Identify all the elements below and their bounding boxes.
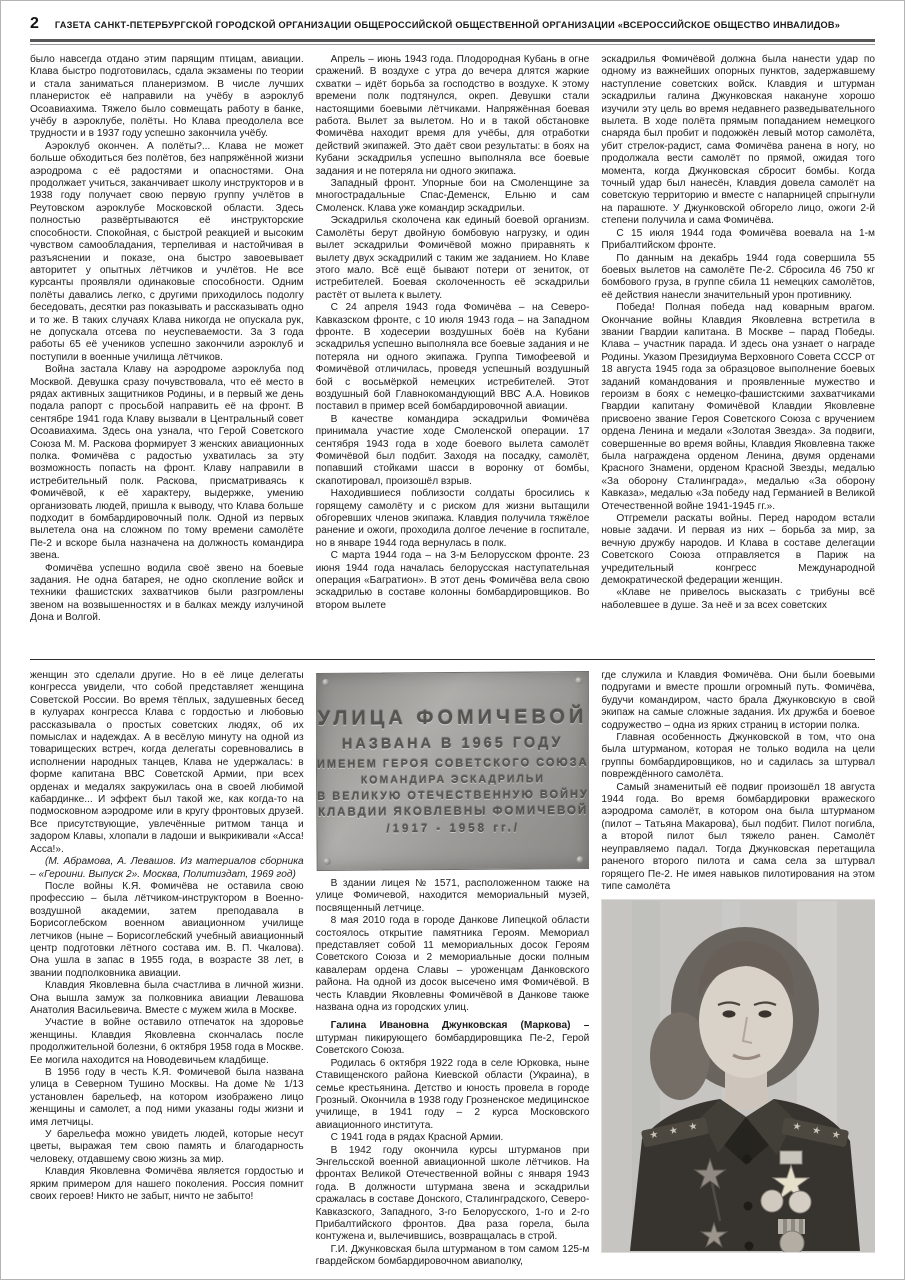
top-column-2 bbox=[316, 54, 590, 655]
paragraph: Родилась 6 октября 1922 года в селе Юрковка, ныне Ставищенского района Киевской области (Украина), в семье крестьянина. Детство и юность провела в городе Грозный. Окончила в 1938 году Грозненское медицинское училище, в 1941 году – 2 курса Московского авиационного института. bbox=[315, 1057, 590, 1131]
paragraph: «Клаве не привелось высказать с трибуны всё наболевшее в душе. За неё и за всех советских bbox=[601, 587, 875, 611]
top-column-1 bbox=[30, 54, 304, 655]
paragraph: Самый знаменитый её подвиг произошёл 18 августа 1944 года. Во время бомбардировки вражеского аэродрома самолёт, в котором она была штурманом (пилот – Татьяна Макарова), был подбит. Пилот погибла, а второй пилот был тяжело ранен. Самолёт неуправляемо падал. Тогда Джунковская перетащила раненого второго пилота и сама села за штурвал горящего Пе-2. Не имея навыков пилотирования на этом типе самолёта bbox=[601, 781, 875, 892]
paragraph: Находившиеся поблизости солдаты бросились к горящему самолёту и с риском для жизни вытащили обгоревших членов экипажа. Клавдия получила тяжёлое ранение и ожоги, проходила долгое лечение в госпитале, но в январе 1944 года вернулась в полк. bbox=[315, 488, 590, 549]
paragraph: У барельефа можно увидеть людей, которые несут цветы, выражая тем свою память и благодарность человеку, отдавшему свою жизнь за мир. bbox=[30, 1129, 304, 1165]
bottom-column-3 bbox=[601, 670, 875, 1280]
plaque-caption-text bbox=[316, 878, 590, 1014]
plaque-line: ИМЕНЕМ ГЕРОЯ СОВЕТСКОГО СОЮЗА bbox=[316, 757, 589, 771]
paragraph: Г.И. Джунковская была штурманом в том самом 125-м гвардейском бомбардировочном авиаполку, bbox=[315, 1243, 590, 1268]
paragraph: 8 мая 2010 года в городе Данкове Липецкой области состоялось открытие памятника Героям. Мемориал представляет собой 11 мемориальных досок Героям Советского Союза и 2 мемориальные доски полным кавалерам ордена Славы – уроженцам Данковского района. На одной из досок высечено имя Фомичёвой. В честь Клавдии Яковлевны Фомичёвой в Данкове также названа одна из городских улиц. bbox=[315, 915, 590, 1014]
paragraph: С 1941 года в рядах Красной Армии. bbox=[330, 1132, 504, 1144]
paragraph: эскадрилья Фомичёвой должна была нанести удар по одному из важнейших опорных пунктов, задержавшему наступление советских войск. Клавдия и штурман эскадрильи галина Джунковская накануне хорошо изучили эту цель во время недавнего разведывательного вылета. В ходе полёта прямым попаданием немецкого снаряда был пробит и подожжён левый мотор самолёта, убит стрелок-радист, сама Фомичёва ранена в ногу, но продолжала вести самолёт по прямой, ожидая того момента, когда Джунковская сбросит бомбы. Когда точный удар был нанесён, Клавдия довела самолёт на советскую территорию и вместе с напарницей спрыгнули на парашюте. У Джунковской обгорело лицо, ожоги 2-й степени получила и сама Фомичёва. bbox=[601, 54, 875, 227]
paragraph: Аэроклуб окончен. А полёты?... Клава не может больше обходиться без полётов, без напряжённой жизни аэродрома с её радостями и опасностями. Она продолжает учиться, заканчивает школу инструкторов и в 1938 году получает свою первую группу учлётов в Реутовском аэроклубе Московской области. Здесь полностью развёртываются её инструкторские способности. Спокойная, с быстрой реакцией и высоким чувством самообладания, терпеливая и настойчивая в разъяснении и показе, она быстро завоевывает авторитет у опытных лётчиков и учлётов. Не все курсанты проявляли одинаковые способности. Одним полёты давались легко, с другими приходилось подолгу беседовать, десятки раз показывать и рассказывать одно и то же. В таких случаях Клава никогда не опускала рук, не допускала отсева по неуспеваемости. За 3 года работы 65 её учеников успешно закончили аэроклуб и поступили в военные училища лётчиков. bbox=[30, 140, 304, 363]
paragraph: Отгремели раскаты войны. Перед народом встали новые задачи. И первая из них – борьба за мир, за вечную дружбу народов. И Клава в составе делегации Советского Союза отправляется в Париж на учредительный конгресс Международной демократической федерации женщин. bbox=[601, 513, 875, 587]
plaque-line: УЛИЦА ФОМИЧЕВОЙ bbox=[317, 706, 588, 730]
paragraph: было навсегда отдано этим парящим птицам, авиации. Клава быстро подготовилась, сдала экзамены по теории и стала заниматься планеризмом. В числе лучших планеристок её направили на учёбу в аэроклуб Осоавиахима. Тяжело было совмещать работу в банке, учёбу в аэроклубе, полёты. Но Клава преодолела все трудности и в 1937 году успешно закончила учёбу. bbox=[30, 54, 304, 140]
paragraph: С марта 1944 года – на 3-м Белорусском фронте. 23 июня 1944 года началась белорусская наступательная операция «Багратион». В этот день Фомичёва вела свою эскадрилью в составе колонны бомбардировщиков. Во втором вылете bbox=[315, 550, 590, 611]
page-number: 2 bbox=[30, 15, 39, 32]
order-medal-icon bbox=[761, 1190, 783, 1212]
portrait-photo bbox=[601, 899, 875, 1253]
bottom-section bbox=[30, 660, 875, 1280]
paragraph: (М. Абрамова, А. Левашов. Из материалов сборника – «Героини. Выпуск 2». Москва, Политиздат, 1969 год) bbox=[30, 856, 304, 880]
masthead-title: ГАЗЕТА САНКТ-ПЕТЕРБУРГСКОЙ ГОРОДСКОЙ ОРГАНИЗАЦИИ ОБЩЕРОССИЙСКОЙ ОБЩЕСТВЕННОЙ ОРГАНИЗАЦИИ «ВСЕРОССИЙСКОЕ ОБЩЕСТВО ИНВАЛИДОВ» bbox=[54, 20, 841, 30]
paragraph: Западный фронт. Упорные бои на Смоленщине за многострадальные Спас-Деменск, Ельню и сам Смоленск. Клава уже командир эскадрильи. bbox=[315, 178, 590, 214]
paragraph: В 1956 году в честь К.Я. Фомичевой была названа улица в Северном Тушино Москвы. На доме № 1/13 установлен барельеф, на котором изображено лицо женщины и самолет, а под ними указаны годы жизни и имя летчицы. bbox=[30, 1067, 304, 1128]
bottom-column-2 bbox=[316, 670, 590, 1280]
ribbon-medal-icon bbox=[778, 1219, 805, 1252]
paragraph: Фомичёва успешно водила своё звено на боевые задания. Не одна батарея, не одно скопление войск и техники фашистских захватчиков были разгромлены звеном на возвышенностях и в балках между излучиной Дона и Волгой. bbox=[30, 562, 304, 624]
paragraph: В качестве командира эскадрильи Фомичёва принимала участие ходе Смоленской операции. 17 сентября 1943 года в ходе боевого вылета самолёт Фомичёвой был подбит. Заходя на посадку, самолёт, попавший стойками шасси в воронку от бомбы, скапотировал, произошёл взрыв. bbox=[315, 413, 590, 487]
screw-icon bbox=[323, 858, 330, 865]
paragraph: С 24 апреля 1943 года Фомичёва – на Северо-Кавказском фронте, с 10 июля 1943 года – на Западном фронте. В ходесерии воздушных боёв на Кубани эскадрилья успешно выполняла все боевые задания и не потеряла ни одного экипажа. Группа Тимофеевой и Фомичёвой отличилась, проведя успешный воздушный бой с восьмёркой немецких истребителей. Этот воздушный бой Главнокомандующий ВВС А.А. Новиков поставил в пример всей бомбардировочной авиации. bbox=[315, 302, 590, 413]
lead-rest-text: штурман пикирующего бомбардировщика Пе-2, Герой Советского Союза. bbox=[315, 1032, 590, 1057]
bottom-column-1 bbox=[30, 670, 304, 1280]
plaque-line: /1917 - 1958 гг./ bbox=[386, 822, 520, 836]
paragraph: Война застала Клаву на аэродроме аэроклуба под Москвой. Девушка сразу почувствовала, что её место в рядах активных защитников Родины, и в первый же день подала рапорт с просьбой направить её на фронт. В сентябре 1941 года Клаву вызвали в Центральный совет Осоавиахима. Здесь она узнала, что Герой Советского Союза М. М. Раскова формирует 3 женских авиационных полка. Фомичёва с радостью ухватилась за эту возможность попасть на фронт. Клаву направили в истребительный полк. Раскова, присматриваясь к Фомичёвой, к её характеру, выдержке, умению организовать людей, пришла к выводу, что Клава больше подходит в бомбардировочный полк. Одной из первых вылетела она на сложном по тому времени самолёте Пе-2 и вскоре была назначена на должность командира звена. bbox=[30, 364, 304, 562]
plaque-line: КЛАВДИИ ЯКОВЛЕВНЫ ФОМИЧЕВОЙ bbox=[317, 805, 588, 819]
lead-bold-text: Галина Ивановна Джунковская (Маркова) – bbox=[330, 1020, 590, 1032]
plaque-line: НАЗВАНА В 1965 ГОДУ bbox=[341, 735, 564, 753]
dzhunkovskaya-bio-text bbox=[316, 1058, 590, 1269]
paragraph: где служила и Клавдия Фомичёва. Они были боевыми подругами и вместе прошли огромный путь. Фомичёва, будучи командиром, часто брала Джунковскую в свой экипаж на самые сложные задания. Их дружба и боевое содружество – одна из ярких страниц в истории полка. bbox=[601, 670, 875, 731]
paragraph: Эскадрилья сколочена как единый боевой организм. Самолёты берут двойную бомбовую нагрузку, и один вылет эскадрильи Фомичёвой можно приравнять к вылету двух эскадрилий с таким же заданием. Но Клаве этого мало. Всё ещё бывают потери от зениток, от истребителей. Боевая сколоченность её эскадрильи растёт от вылета к вылету. bbox=[315, 215, 590, 301]
paragraph: Участие в войне оставило отпечаток на здоровье женщины. Клавдия Яковлевна скончалась после продолжительной болезни, 6 октября 1958 года в Москве. Ее могила находится на Новодевичьем кладбище. bbox=[30, 1017, 304, 1066]
paragraph: В здании лицея № 1571, расположенном также на улице Фомичевой, находится мемориальный музей, посвященный летчице. bbox=[315, 878, 590, 914]
dzhunkovskaya-lead-paragraph bbox=[316, 1020, 590, 1057]
paragraph: женщин это сделали другие. Но в её лице делегаты конгресса увидели, что собой представляет женщина Советской России. Во время тёплых, задушевных бесед в кулуарах конгресса Клава с гордостью и любовью рассказывала о простых советских людях, об их помыслах и надеждах. А в весёлую минуту на одной из товарищеских встреч, когда делегаты соревновались в исполнении народных танцев, Клава не удержалась: в форме капитана ВВС Советской Армии, при всех орденах и медалях закружилась она в своей любимой кабардинке... И эффект был такой же, как когда-то на подмосковном аэродроме или в кругу фронтовых друзей. Все присутствующие, увлечённые ритмом танца и задором Клавы, хлопали в ладоши и выкрикивали «Асса! Асса!». bbox=[30, 670, 304, 855]
portrait-illustration bbox=[602, 900, 875, 1252]
paragraph: Клавдия Яковлевна была счастлива в личной жизни. Она вышла замуж за полковника авиации Левашова Анатолия Васильевича. Вместе с мужем жила в Москве. bbox=[30, 980, 304, 1016]
top-column-3 bbox=[601, 54, 875, 655]
screw-icon bbox=[576, 856, 583, 863]
paragraph: Главная особенность Джунковской в том, что она была штурманом, которая не только водила на цели группы бомбардировщиков, но и садилась за штурвал повреждённого самолёта. bbox=[601, 732, 875, 781]
plaque-line: КОМАНДИРА ЭСКАДРИЛЬИ bbox=[360, 773, 545, 787]
paragraph: По данным на декабрь 1944 года совершила 55 боевых вылетов на самолёте Пе-2. Сбросила 46 750 кг бомбового груза, в группе сбила 11 немецких самолётов, её действия нанесли значительный урон противнику. bbox=[601, 252, 875, 301]
bottom-right-text bbox=[601, 670, 875, 893]
screw-icon bbox=[575, 677, 582, 684]
screw-icon bbox=[322, 679, 329, 686]
plaque-line: В ВЕЛИКУЮ ОТЕЧЕСТВЕННУЮ ВОЙНУ bbox=[316, 789, 589, 803]
paragraph: С 15 июля 1944 года Фомичёва воевала на 1-м Прибалтийском фронте. bbox=[601, 227, 875, 252]
paragraph: В 1942 году окончила курсы штурманов при Энгельсской военной авиационной школе лётчиков. На фронтах Великой Отечественной войны с января 1943 года. В должности штурмана звена и эскадрильи сражалась в составе Донского, Сталинградского, Северо-Кавказского, Западного, 3-го Белорусского, 1-го и 2-го Прибалтийского фронтов. Два раза горела, была контужена и, вылечившись, возвращалась в строй. bbox=[315, 1144, 590, 1243]
order-medal-icon bbox=[789, 1191, 811, 1213]
paragraph: После войны К.Я. Фомичёва не оставила свою профессию – была лётчиком-инструктором в Военно-воздушной академии, затем преподавала в Борисоглебском военном авиационном училище летчиков (ныне – Борисоглебский учебный авиационный центр подготовки лётного состава им. В. П. Чкалова). Она ушла в запас в 1955 года, в возрасте 38 лет, в звании подполковника авиации. bbox=[30, 880, 304, 979]
top-section bbox=[30, 45, 875, 655]
memorial-plaque-photo bbox=[316, 671, 590, 871]
page-header bbox=[30, 11, 875, 33]
paragraph: Клавдия Яковлевна Фомичёва является гордостью и ярким примером для нашего поколения. Россия помнит своих героев! Никто не забыт, ничто не забыто! bbox=[30, 1166, 304, 1203]
paragraph: Апрель – июнь 1943 года. Плодородная Кубань в огне сражений. В воздухе с утра до вечера длятся жаркие схватки – идёт борьба за господство в воздухе. К этому времени полк подтянулся, окреп. Девушки стали настоящими боевыми лётчиками. Напряжённая боевая работа. Вылет за вылетом. Но и в такой обстановке Фомичёва находит время для учёбы, для отработки действий экипажей. Это даёт свои результаты: в боях на Кубани эскадрилья успешно выполняла все боевые задания и не потеряла ни одного экипажа. bbox=[315, 54, 590, 177]
paragraph: Победа! Полная победа над коварным врагом. Окончание войны Клавдия Яковлевна встретила в звании Гвардии капитана. В Москве – парад Победы. Клава – участник парада. И здесь она узнает о награде Родины. Указом Президиума Верховного Совета СССР от 18 августа 1945 года за образцовое выполнение боевых заданий командования и проявленные мужество и героизм в боях с немецко-фашистскими захватчиками Гвардии капитану Фомичёвой Клавдии Яковлевне присвоено звание Героя Советского Союза с вручением ордена Ленина и медали «Золотая Звезда». За подвиги, совершенные во время войны, Клавдия Яковлевна также была награждена орденом Ленина, двумя орденами Красного Знамени, орденом Красной Звезды, медалью «За оборону Сталинграда», медалью «За оборону Кавказа», медалью «За победу над Германией в Великой Отечественной войне 1941-1945 гг.». bbox=[601, 302, 875, 512]
